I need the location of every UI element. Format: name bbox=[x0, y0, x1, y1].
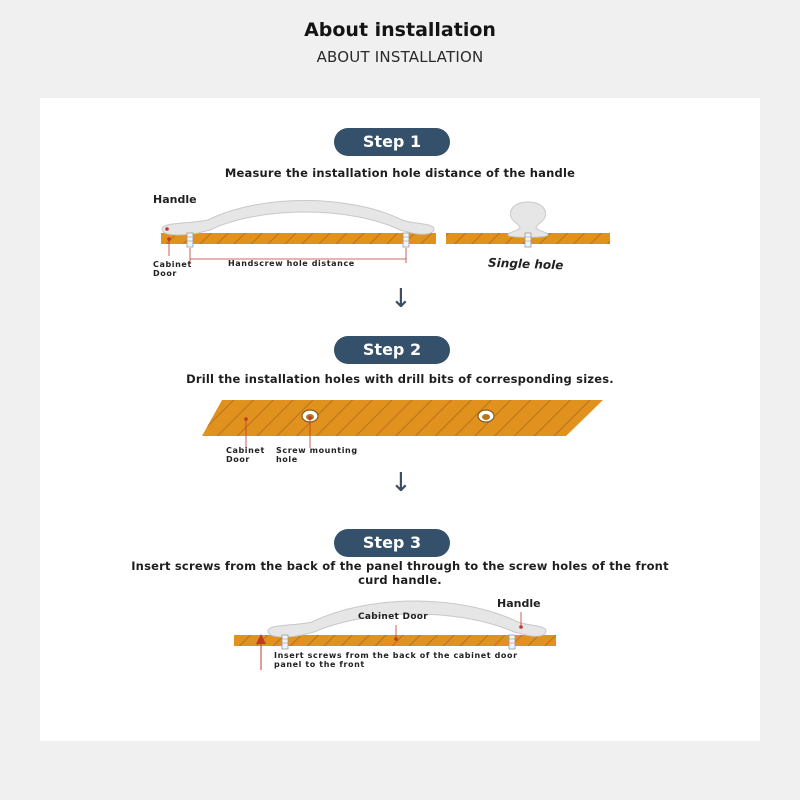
insert-screws-note bbox=[274, 651, 518, 669]
page-title: About installation bbox=[304, 19, 496, 41]
step-3-badge: Step 3 bbox=[334, 529, 450, 557]
step-2-instruction: Drill the installation holes with drill bits of corresponding sizes. bbox=[186, 372, 614, 386]
step-1-handle-label: Handle bbox=[153, 193, 197, 206]
single-hole-label: Single hole bbox=[487, 255, 564, 273]
instruction-line: curd handle. bbox=[358, 573, 442, 587]
down-arrow-icon: ↓ bbox=[390, 468, 412, 498]
instructions-panel bbox=[40, 98, 760, 741]
step-3-handle-label: Handle bbox=[497, 597, 541, 610]
label-line: Screw mounting bbox=[276, 446, 358, 455]
step-2-badge: Step 2 bbox=[334, 336, 450, 364]
screw-right bbox=[509, 635, 515, 649]
page-subtitle: ABOUT INSTALLATION bbox=[316, 48, 484, 66]
step-1-badge: Step 1 bbox=[334, 128, 450, 156]
step-1-instruction: Measure the installation hole distance of the handle bbox=[224, 166, 576, 180]
label-line: Cabinet bbox=[153, 260, 192, 269]
step-3-insert-diagram bbox=[40, 98, 760, 718]
hole-distance-label: Handscrew hole distance bbox=[228, 259, 355, 268]
instruction-line: Insert screws from the back of the panel through to the screw holes of the front bbox=[131, 559, 669, 573]
label-line: hole bbox=[276, 455, 298, 465]
note-line: panel to the front bbox=[274, 660, 365, 670]
label-line: Door bbox=[226, 455, 250, 465]
note-line: Insert screws from the back of the cabinet door bbox=[274, 651, 518, 660]
screw-left bbox=[282, 635, 288, 649]
down-arrow-icon: ↓ bbox=[390, 284, 412, 314]
label-line: Cabinet bbox=[226, 446, 265, 455]
label-line: Door bbox=[153, 269, 177, 279]
step-3-cabinet-door-label: Cabinet Door bbox=[358, 612, 429, 622]
